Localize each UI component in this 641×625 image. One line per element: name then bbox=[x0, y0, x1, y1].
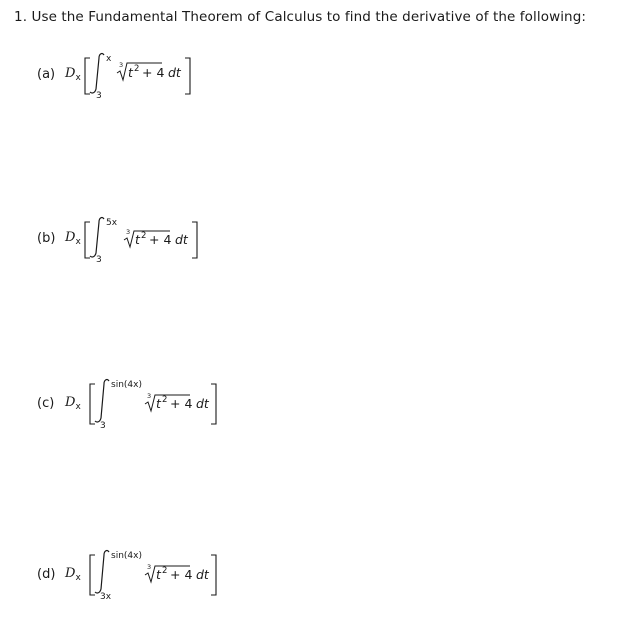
part-b-upper-limit: 5x bbox=[106, 218, 118, 228]
integral-sign-icon bbox=[95, 551, 109, 593]
part-b-integral-expression bbox=[0, 212, 641, 292]
part-c-integral-expression bbox=[0, 372, 641, 452]
left-bracket-icon bbox=[90, 384, 95, 424]
part-a-label: (a) bbox=[37, 67, 56, 82]
part-a bbox=[0, 46, 641, 126]
part-d bbox=[0, 545, 641, 625]
integrand-differential: dt bbox=[175, 232, 188, 247]
integrand-differential: dt bbox=[196, 567, 209, 582]
part-b bbox=[0, 212, 641, 292]
question-heading: 1. Use the Fundamental Theorem of Calculus to find the derivative of the following: bbox=[14, 9, 587, 25]
integrand-variable: t bbox=[156, 567, 161, 582]
part-d-derivative-operator: $D_x$ bbox=[65, 566, 81, 583]
integrand-variable: t bbox=[135, 232, 140, 247]
root-index: 3 bbox=[147, 563, 152, 571]
part-b-lower-limit: 3 bbox=[96, 255, 102, 265]
part-b-derivative-operator: $D_x$ bbox=[65, 230, 81, 247]
root-index: 3 bbox=[119, 61, 124, 69]
part-c-upper-limit: sin(4x) bbox=[111, 380, 142, 390]
part-d-upper-limit: sin(4x) bbox=[111, 551, 142, 561]
integrand-plus-four: + 4 bbox=[149, 232, 172, 247]
integrand-plus-four: + 4 bbox=[170, 567, 193, 582]
part-c bbox=[0, 372, 641, 452]
right-bracket-icon bbox=[192, 222, 197, 258]
root-index: 3 bbox=[126, 228, 131, 236]
part-a-upper-limit: x bbox=[106, 54, 112, 64]
left-bracket-icon bbox=[90, 555, 95, 595]
root-index: 3 bbox=[147, 392, 152, 400]
part-b-label: (b) bbox=[37, 231, 56, 246]
integrand-variable: t bbox=[156, 396, 161, 411]
part-a-lower-limit: 3 bbox=[96, 91, 102, 101]
part-c-derivative-operator: $D_x$ bbox=[65, 395, 81, 412]
integrand-power: 2 bbox=[141, 231, 147, 241]
integral-sign-icon bbox=[90, 218, 104, 257]
part-d-label: (d) bbox=[37, 567, 56, 582]
right-bracket-icon bbox=[211, 555, 216, 595]
left-bracket-icon bbox=[85, 222, 90, 258]
left-bracket-icon bbox=[85, 58, 90, 94]
integrand-differential: dt bbox=[168, 65, 181, 80]
part-a-derivative-operator: $D_x$ bbox=[65, 66, 81, 83]
part-d-integral-expression bbox=[0, 545, 641, 625]
part-a-integral-expression bbox=[0, 46, 641, 126]
integrand-variable: t bbox=[128, 65, 133, 80]
integrand-power: 2 bbox=[162, 395, 168, 405]
right-bracket-icon bbox=[211, 384, 216, 424]
part-c-lower-limit: 3 bbox=[100, 421, 106, 431]
integral-sign-icon bbox=[90, 54, 104, 93]
integrand-power: 2 bbox=[134, 64, 140, 74]
integrand-plus-four: + 4 bbox=[142, 65, 165, 80]
part-d-lower-limit: 3x bbox=[100, 592, 112, 602]
integrand-differential: dt bbox=[196, 396, 209, 411]
integrand-plus-four: + 4 bbox=[170, 396, 193, 411]
integrand-power: 2 bbox=[162, 566, 168, 576]
right-bracket-icon bbox=[185, 58, 190, 94]
integral-sign-icon bbox=[95, 380, 109, 422]
part-c-label: (c) bbox=[37, 396, 55, 411]
